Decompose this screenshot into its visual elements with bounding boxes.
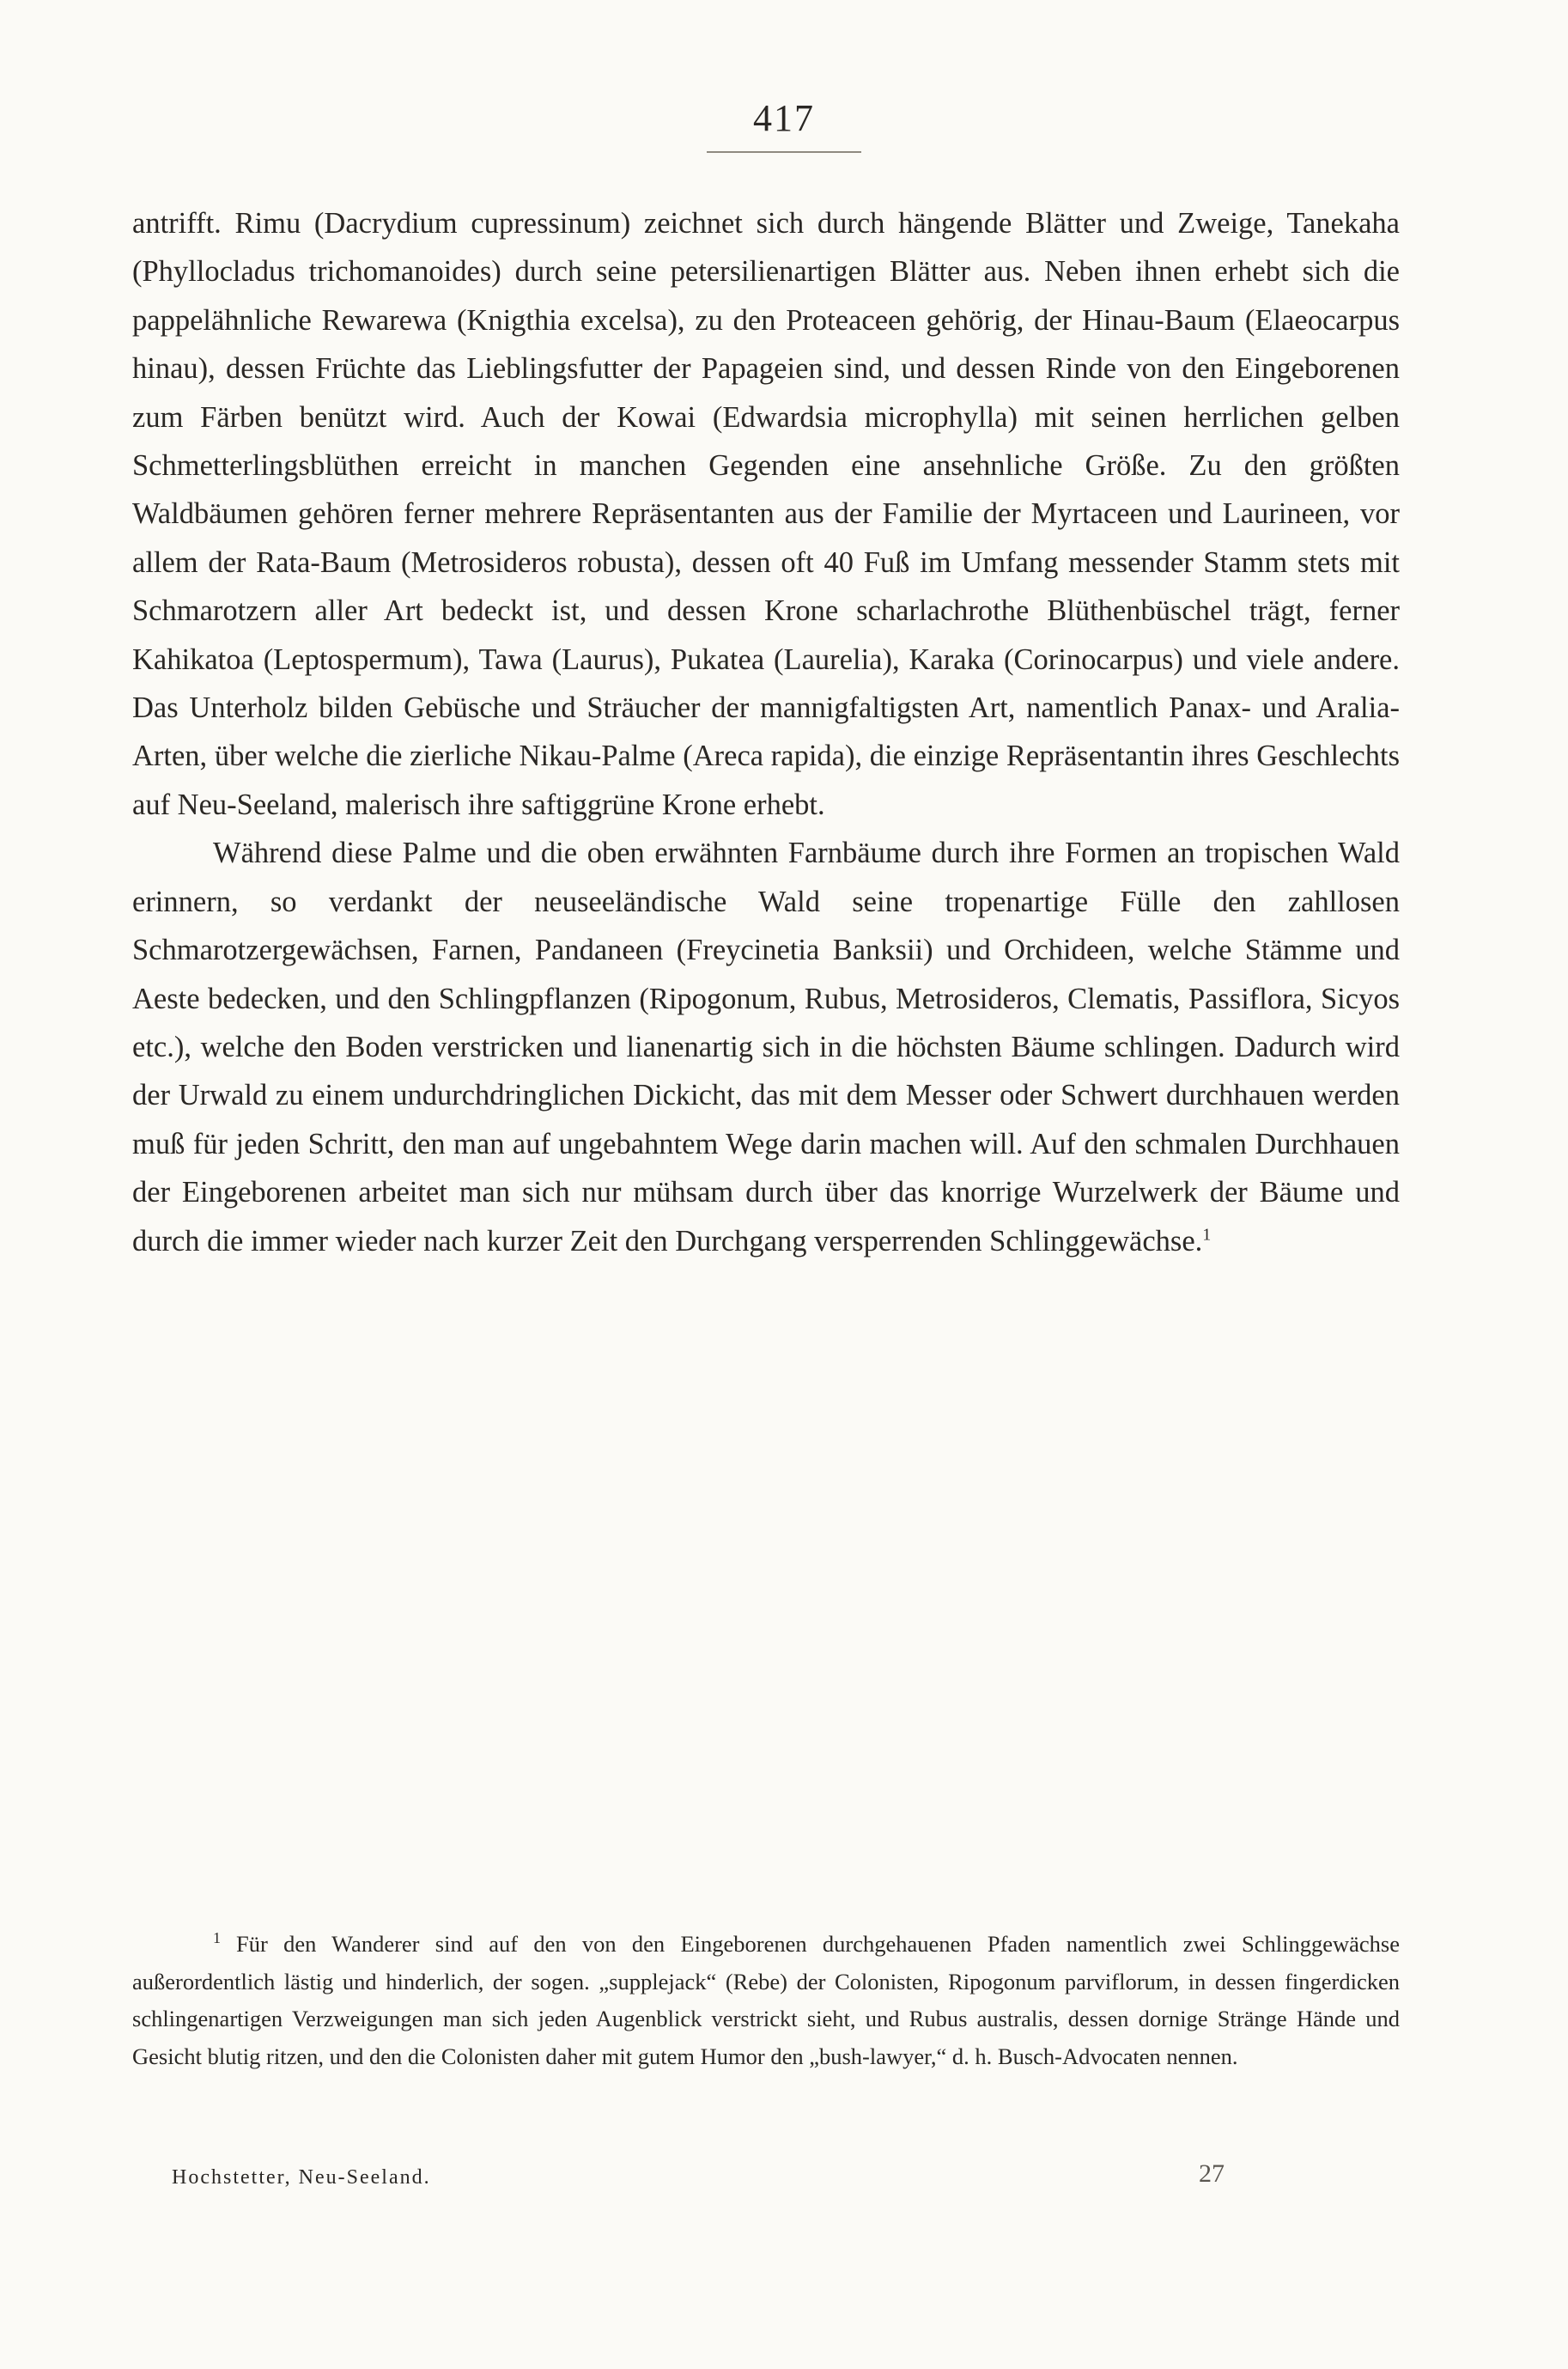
- main-text: [132, 199, 1400, 1265]
- sheet-number: 27: [1199, 2159, 1225, 2188]
- footnote-mark: 1: [213, 1929, 221, 1947]
- header-rule: [707, 151, 861, 153]
- footnote-text: Für den Wanderer sind auf den von den Eingeborenen durchgehauenen Pfaden namentlich zwei Schlinggewächse außerordentlich lästig und hinderlich, der sogen. „supplejack“ (Rebe) der Colonisten, Ripogonum parviflorum, in dessen fingerdicken schlingenartigen Verzweigungen man sich jeden Augenblick verstrickt sieht, und Rubus australis, dessen dornige Stränge Hände und Gesicht blutig ritzen, und den die Colonisten daher mit gutem Humor den „bush-lawyer,“ d. h. Busch-Advocaten nennen.: [132, 1931, 1400, 2069]
- footnote: [132, 1926, 1400, 2075]
- footnote-reference: 1: [1202, 1225, 1212, 1245]
- printer-signature: Hochstetter, Neu-Seeland.: [172, 2166, 431, 2189]
- paragraph-2: [132, 829, 1400, 1265]
- paragraph-2-text: Während diese Palme und die oben erwähnten Farnbäume durch ihre Formen an tropischen Wald erinnern, so verdankt der neuseeländische Wald seine tropenartige Fülle den zahllosen Schmarotzergewächsen, Farnen, Pandaneen (Freycinetia Banksii) und Orchideen, welche Stämme und Aeste bedecken, und den Schlingpflanzen (Ripogonum, Rubus, Metrosideros, Clematis, Passiflora, Sicyos etc.), welche den Boden verstricken und lianenartig sich in die höchsten Bäume schlingen. Dadurch wird der Urwald zu einem undurchdringlichen Dickicht, das mit dem Messer oder Schwert durchhauen werden muß für jeden Schritt, den man auf ungebahntem Wege darin machen will. Auf den schmalen Durchhauen der Eingeborenen arbeitet man sich nur mühsam durch über das knorrige Wurzelwerk der Bäume und durch die immer wieder nach kurzer Zeit den Durchgang versperrenden Schlinggewächse.: [132, 837, 1400, 1258]
- paragraph-1: antrifft. Rimu (Dacrydium cupressinum) zeichnet sich durch hängende Blätter und Zweige, Tanekaha (Phyllocladus trichomanoides) durch seine petersilienartigen Blätter aus. Neben ihnen erhebt sich die pappelähnliche Rewarewa (Knigthia excelsa), zu den Proteaceen gehörig, der Hinau-Baum (Elaeocarpus hinau), dessen Früchte das Lieblingsfutter der Papageien sind, und dessen Rinde von den Eingeborenen zum Färben benützt wird. Auch der Kowai (Edwardsia microphylla) mit seinen herrlichen gelben Schmetterlingsblüthen erreicht in manchen Gegenden eine ansehnliche Größe. Zu den größten Waldbäumen gehören ferner mehrere Repräsentanten aus der Familie der Myrtaceen und Laurineen, vor allem der Rata-Baum (Metrosideros robusta), dessen oft 40 Fuß im Umfang messender Stamm stets mit Schmarotzern aller Art bedeckt ist, und dessen Krone scharlachrothe Blüthenbüschel trägt, ferner Kahikatoa (Leptospermum), Tawa (Laurus), Pukatea (Laurelia), Karaka (Corinocarpus) und viele andere. Das Unterholz bilden Gebüsche und Sträucher der mannigfaltigsten Art, namentlich Panax- und Aralia-Arten, über welche die zierliche Nikau-Palme (Areca rapida), die einzige Repräsentantin ihres Geschlechts auf Neu-Seeland, malerisch ihre saftiggrüne Krone erhebt.: [132, 207, 1400, 821]
- page-number: 417: [753, 97, 815, 139]
- footnote-paragraph: [132, 1926, 1400, 2075]
